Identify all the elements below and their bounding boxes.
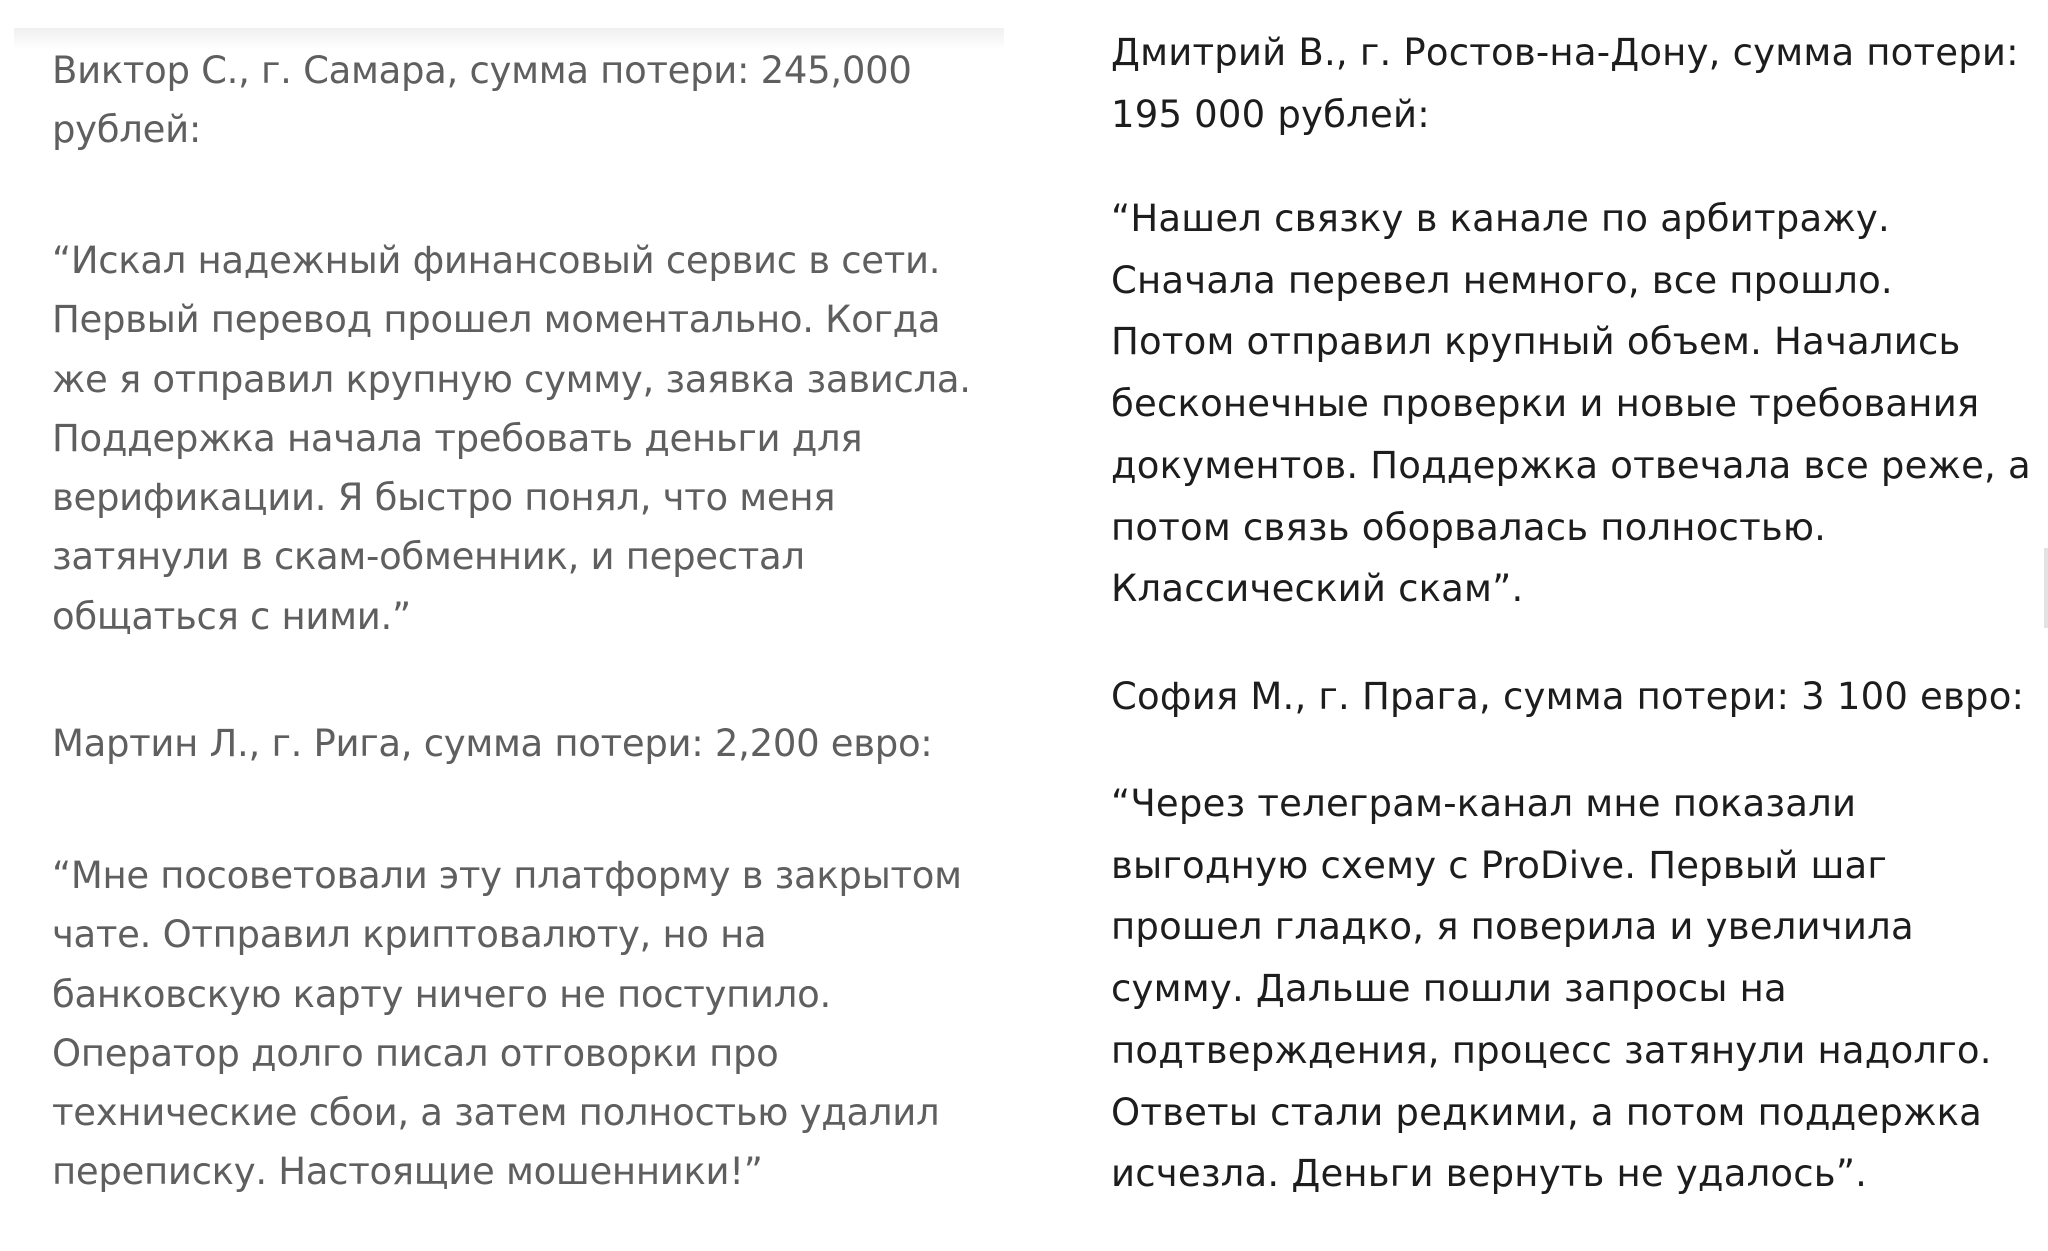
review-quote-sofia: “Через телеграм-канал мне показали выгодную схему с ProDive. Первый шаг прошел гладко, я поверила и увеличила сумму. Дальше пошли запросы на подтверждения, процесс затянули надолго. Ответы стали редкими, а потом поддержка исчезла. Деньги вернуть не удалось”. (1111, 782, 1992, 1196)
review-author-dmitry: Дмитрий В., г. Ростов-на-Дону, сумма потери: 195 000 рублей: (1111, 31, 2019, 136)
review-author-viktor: Виктор С., г. Самара, сумма потери: 245,000 рублей: (52, 49, 912, 152)
left-review-column (0, 0, 1007, 1251)
review-quote-dmitry: “Нашел связку в канале по арбитражу. Сначала перевел немного, все прошло. Потом отправил крупный объем. Начались бесконечные проверки и новые требования документов. Поддержка отвечала все реже, а потом связь оборвалась полностью. Классический скам”. (1111, 197, 2031, 611)
review-author-sofia: София М., г. Прага, сумма потери: 3 100 евро: (1111, 675, 2025, 718)
right-review-column (1007, 0, 2048, 1251)
review-quote-viktor: “Искал надежный финансовый сервис в сети. Первый перевод прошел моментально. Когда же я отправил крупную сумму, заявка зависла. Поддержка начала требовать деньги для верификации. Я быстро понял, что меня затянули в скам-обменник, и перестал общаться с ними.” (52, 239, 971, 638)
review-author-martin: Мартин Л., г. Рига, сумма потери: 2,200 евро: (52, 722, 933, 765)
review-quote-martin: “Мне посоветовали эту платформу в закрытом чате. Отправил криптовалюту, но на банковскую карту ничего не поступило. Оператор долго писал отговорки про технические сбои, а затем полностью удалил переписку. Настоящие мошенники!” (52, 854, 962, 1194)
